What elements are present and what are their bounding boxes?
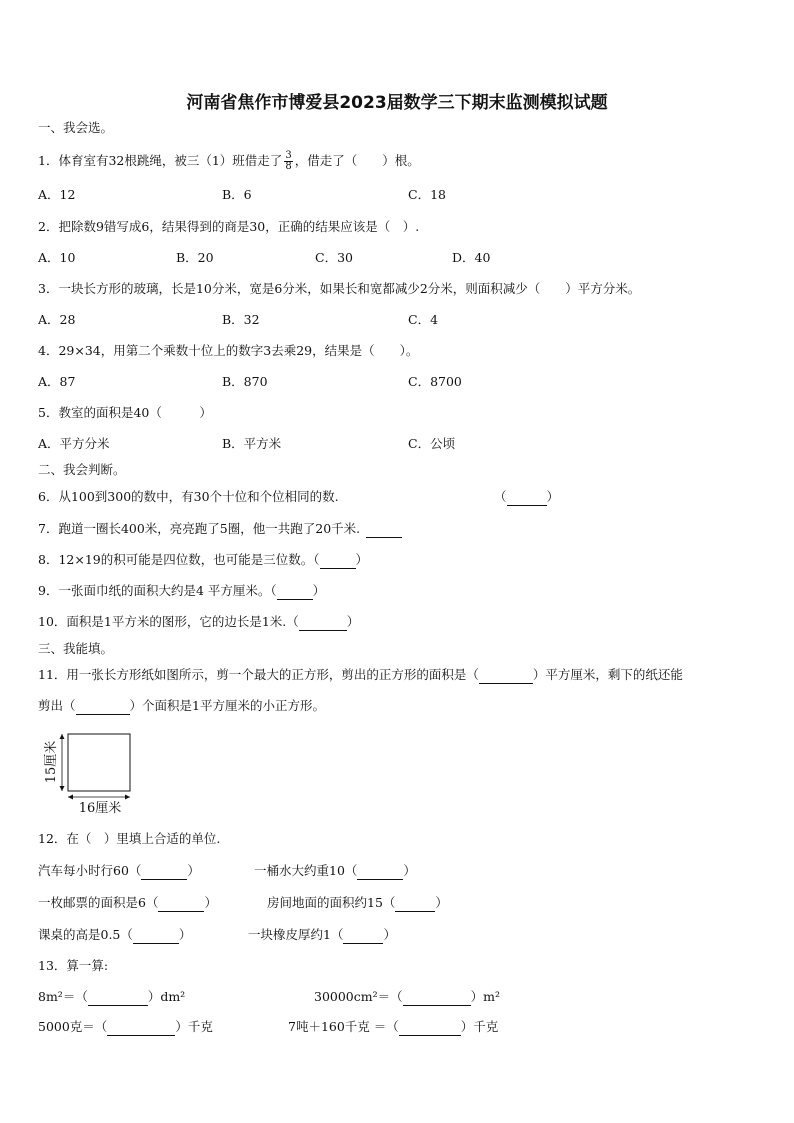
question-5: 5．教室的面积是40（ ） bbox=[38, 405, 212, 420]
question-11-text-3: 剪出（ bbox=[38, 698, 76, 713]
answer-blank[interactable] bbox=[403, 989, 471, 1006]
conversion-item bbox=[38, 989, 185, 1006]
question-10-text: 10．面积是1平方米的图形，它的边长是1米.（ bbox=[38, 614, 299, 629]
fill-item bbox=[38, 895, 217, 912]
option-b[interactable]: B．20 bbox=[176, 250, 214, 265]
option-a[interactable]: A．28 bbox=[38, 312, 76, 327]
option-a[interactable]: A．12 bbox=[38, 187, 76, 202]
answer-blank[interactable] bbox=[299, 614, 347, 631]
question-1-text-post: ，借走了（ ）根。 bbox=[294, 153, 420, 168]
question-7-text: 7．跑道一圈长400米，亮亮跑了5圈，他一共跑了20千米. bbox=[38, 521, 361, 536]
conversion-unit: ）千克 bbox=[460, 1019, 499, 1034]
question-11-text-1: 11．用一张长方形纸如图所示，剪一个最大的正方形，剪出的正方形的面积是（ bbox=[38, 667, 479, 682]
rectangle-figure bbox=[38, 728, 138, 818]
fill-item bbox=[38, 863, 200, 880]
conversion-item bbox=[38, 1019, 213, 1036]
arrow-right-icon bbox=[125, 795, 130, 800]
page-title: 河南省焦作市博爱县2023届数学三下期末监测模拟试题 bbox=[186, 93, 608, 113]
question-8-text: 8．12×19的积可能是四位数，也可能是三位数。（ bbox=[38, 552, 320, 567]
question-3: 3．一块长方形的玻璃，长是10分米，宽是6分米，如果长和宽都减少2分米，则面积减少（ ）平方分米。 bbox=[38, 281, 641, 296]
fraction-numerator: 3 bbox=[285, 150, 292, 161]
question-11-line-1 bbox=[38, 667, 683, 684]
answer-blank[interactable] bbox=[366, 521, 402, 538]
answer-blank[interactable] bbox=[479, 667, 533, 684]
question-11-line-2 bbox=[38, 698, 325, 715]
fill-item-text: 房间地面的面积约15（ bbox=[267, 895, 396, 910]
question-9-text: 9．一张面巾纸的面积大约是4 平方厘米。（ bbox=[38, 583, 277, 598]
answer-blank[interactable] bbox=[141, 863, 187, 880]
arrow-left-icon bbox=[68, 795, 73, 800]
conversion-unit: ）千克 bbox=[175, 1019, 213, 1034]
figure-rectangle bbox=[68, 734, 130, 791]
arrow-up-icon bbox=[60, 734, 65, 739]
fill-item-text: 一块橡皮厚约1（ bbox=[248, 927, 344, 942]
answer-blank[interactable] bbox=[399, 1019, 461, 1036]
fraction-denominator: 8 bbox=[285, 161, 292, 172]
question-6-answer bbox=[494, 489, 559, 506]
fill-item-end: ） bbox=[403, 863, 416, 878]
figure-side-label: 15厘米 bbox=[44, 740, 59, 784]
question-11-text-2: ）平方厘米，剩下的纸还能 bbox=[532, 667, 683, 682]
question-2-options bbox=[38, 250, 758, 266]
option-c[interactable]: C．公顷 bbox=[408, 436, 456, 451]
question-7 bbox=[38, 521, 402, 538]
option-a[interactable]: A．平方分米 bbox=[38, 436, 110, 451]
question-5-options bbox=[38, 436, 758, 452]
question-10 bbox=[38, 614, 359, 631]
option-c[interactable]: C．30 bbox=[315, 250, 353, 265]
fill-item bbox=[38, 927, 191, 944]
option-b[interactable]: B．870 bbox=[222, 374, 268, 389]
fill-item-text: 一枚邮票的面积是6（ bbox=[38, 895, 159, 910]
section-2-heading: 二、我会判断。 bbox=[38, 462, 126, 477]
answer-blank[interactable] bbox=[133, 927, 179, 944]
answer-blank[interactable] bbox=[158, 895, 204, 912]
option-c[interactable]: C．4 bbox=[408, 312, 439, 327]
option-a[interactable]: A．10 bbox=[38, 250, 76, 265]
figure-bottom-label: 16厘米 bbox=[78, 801, 122, 816]
question-4: 4．29×34，用第二个乘数十位上的数字3去乘29，结果是（ ）。 bbox=[38, 343, 419, 358]
paren-right: ） bbox=[312, 583, 326, 598]
fill-item bbox=[267, 895, 448, 912]
conversion-unit: ）m² bbox=[470, 989, 501, 1004]
fill-item-text: 汽车每小时行60（ bbox=[38, 863, 142, 878]
question-13: 13．算一算: bbox=[38, 958, 109, 973]
fill-item-text: 课桌的高是0.5（ bbox=[38, 927, 133, 942]
option-d[interactable]: D．40 bbox=[452, 250, 491, 265]
answer-blank[interactable] bbox=[76, 698, 130, 715]
question-4-options bbox=[38, 374, 758, 390]
answer-blank[interactable] bbox=[507, 489, 547, 506]
fraction bbox=[284, 151, 292, 172]
answer-blank[interactable] bbox=[107, 1019, 175, 1036]
answer-blank[interactable] bbox=[395, 895, 435, 912]
section-1-heading: 一、我会选。 bbox=[38, 120, 114, 135]
question-1-text-pre: 1．体育室有32根跳绳，被三（1）班借走了 bbox=[38, 153, 283, 168]
option-b[interactable]: B．平方米 bbox=[222, 436, 282, 451]
fill-item bbox=[254, 863, 416, 880]
conversion-text: 5000克＝（ bbox=[38, 1019, 108, 1034]
paren-left: （ bbox=[494, 489, 507, 504]
conversion-item bbox=[288, 1019, 498, 1036]
question-1-options bbox=[38, 187, 758, 203]
conversion-item bbox=[314, 989, 500, 1006]
section-3-heading: 三、我能填。 bbox=[38, 641, 114, 656]
fill-item-end: ） bbox=[178, 927, 192, 942]
paren-right: ） bbox=[355, 552, 369, 567]
conversion-text: 8m²＝（ bbox=[38, 989, 88, 1004]
answer-blank[interactable] bbox=[343, 927, 383, 944]
arrow-down-icon bbox=[60, 786, 65, 791]
fill-item-end: ） bbox=[204, 895, 217, 910]
option-a[interactable]: A．87 bbox=[38, 374, 76, 389]
question-2: 2．把除数9错写成6，结果得到的商是30，正确的结果应该是（ ）. bbox=[38, 219, 420, 234]
question-12: 12．在（ ）里填上合适的单位. bbox=[38, 831, 221, 846]
fill-item-end: ） bbox=[187, 863, 200, 878]
option-b[interactable]: B．32 bbox=[222, 312, 260, 327]
question-9 bbox=[38, 583, 325, 600]
question-6: 6．从100到300的数中，有30个十位和个位相同的数. bbox=[38, 489, 339, 504]
answer-blank[interactable] bbox=[357, 863, 403, 880]
conversion-text: 30000cm²＝（ bbox=[314, 989, 403, 1004]
fill-item-end: ） bbox=[435, 895, 448, 910]
question-1 bbox=[38, 151, 420, 172]
question-11-text-4: ）个面积是1平方厘米的小正方形。 bbox=[129, 698, 325, 713]
question-3-options bbox=[38, 312, 758, 328]
answer-blank[interactable] bbox=[277, 583, 313, 600]
option-c[interactable]: C．18 bbox=[408, 187, 446, 202]
fill-item-text: 一桶水大约重10（ bbox=[254, 863, 358, 878]
paren-right: ） bbox=[346, 614, 360, 629]
option-c[interactable]: C．8700 bbox=[408, 374, 462, 389]
answer-blank[interactable] bbox=[320, 552, 356, 569]
paren-right: ） bbox=[546, 489, 560, 504]
conversion-text: 7吨＋160千克 ＝（ bbox=[288, 1019, 399, 1034]
answer-blank[interactable] bbox=[88, 989, 148, 1006]
fill-item-end: ） bbox=[383, 927, 396, 942]
option-b[interactable]: B．6 bbox=[222, 187, 252, 202]
question-8 bbox=[38, 552, 368, 569]
fill-item bbox=[248, 927, 396, 944]
conversion-unit: ）dm² bbox=[147, 989, 186, 1004]
